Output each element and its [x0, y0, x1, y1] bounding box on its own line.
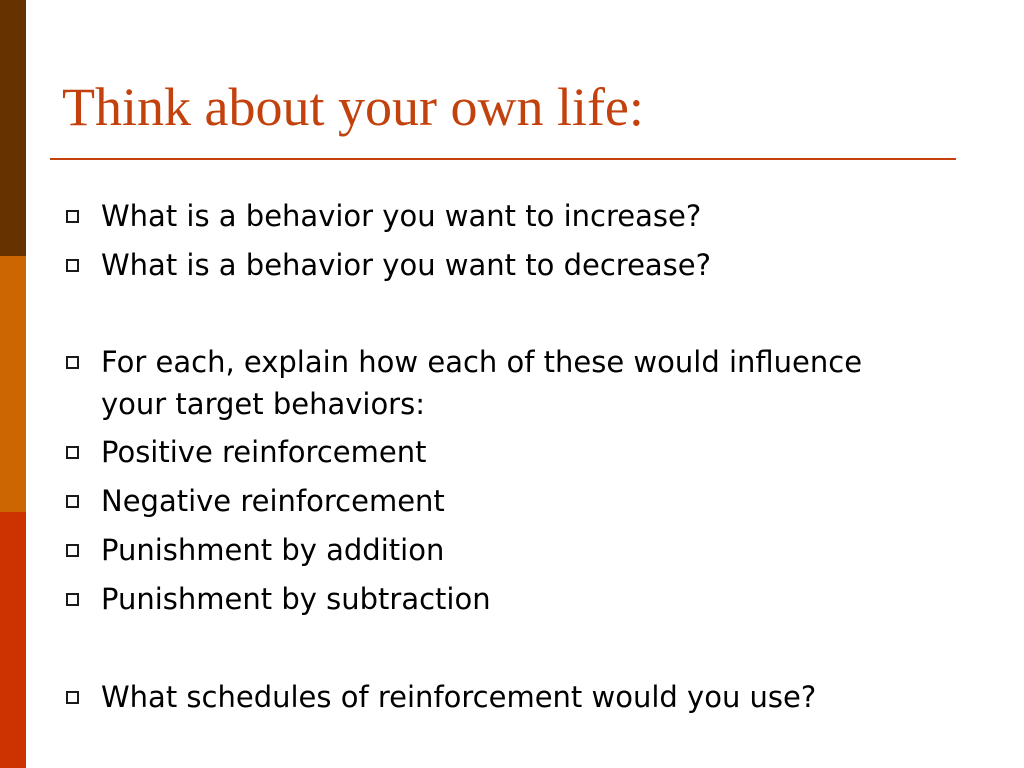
bullet-text: For each, explain how each of these would influence your target behaviors: — [101, 345, 863, 421]
title-underline-rule — [50, 158, 956, 160]
bullet-text: Negative reinforcement — [101, 484, 445, 518]
hollow-square-icon — [66, 356, 79, 369]
side-bar-top-segment — [0, 0, 26, 256]
bullet-text: What schedules of reinforcement would you use? — [101, 680, 817, 714]
hollow-square-icon — [66, 446, 79, 459]
side-bar-middle-segment — [0, 256, 26, 512]
hollow-square-icon — [66, 210, 79, 223]
hollow-square-icon — [66, 544, 79, 557]
slide-title: Think about your own life: — [62, 77, 644, 137]
bullet-text: What is a behavior you want to decrease? — [101, 248, 712, 282]
hollow-square-icon — [66, 259, 79, 272]
hollow-square-icon — [66, 691, 79, 704]
side-bar-bottom-segment — [0, 512, 26, 768]
hollow-square-icon — [66, 593, 79, 606]
bullet-text: Punishment by subtraction — [101, 582, 491, 616]
bullet-text: Positive reinforcement — [101, 435, 427, 469]
bullet-text: What is a behavior you want to increase? — [101, 199, 702, 233]
hollow-square-icon — [66, 495, 79, 508]
bullet-text: Punishment by addition — [101, 533, 445, 567]
